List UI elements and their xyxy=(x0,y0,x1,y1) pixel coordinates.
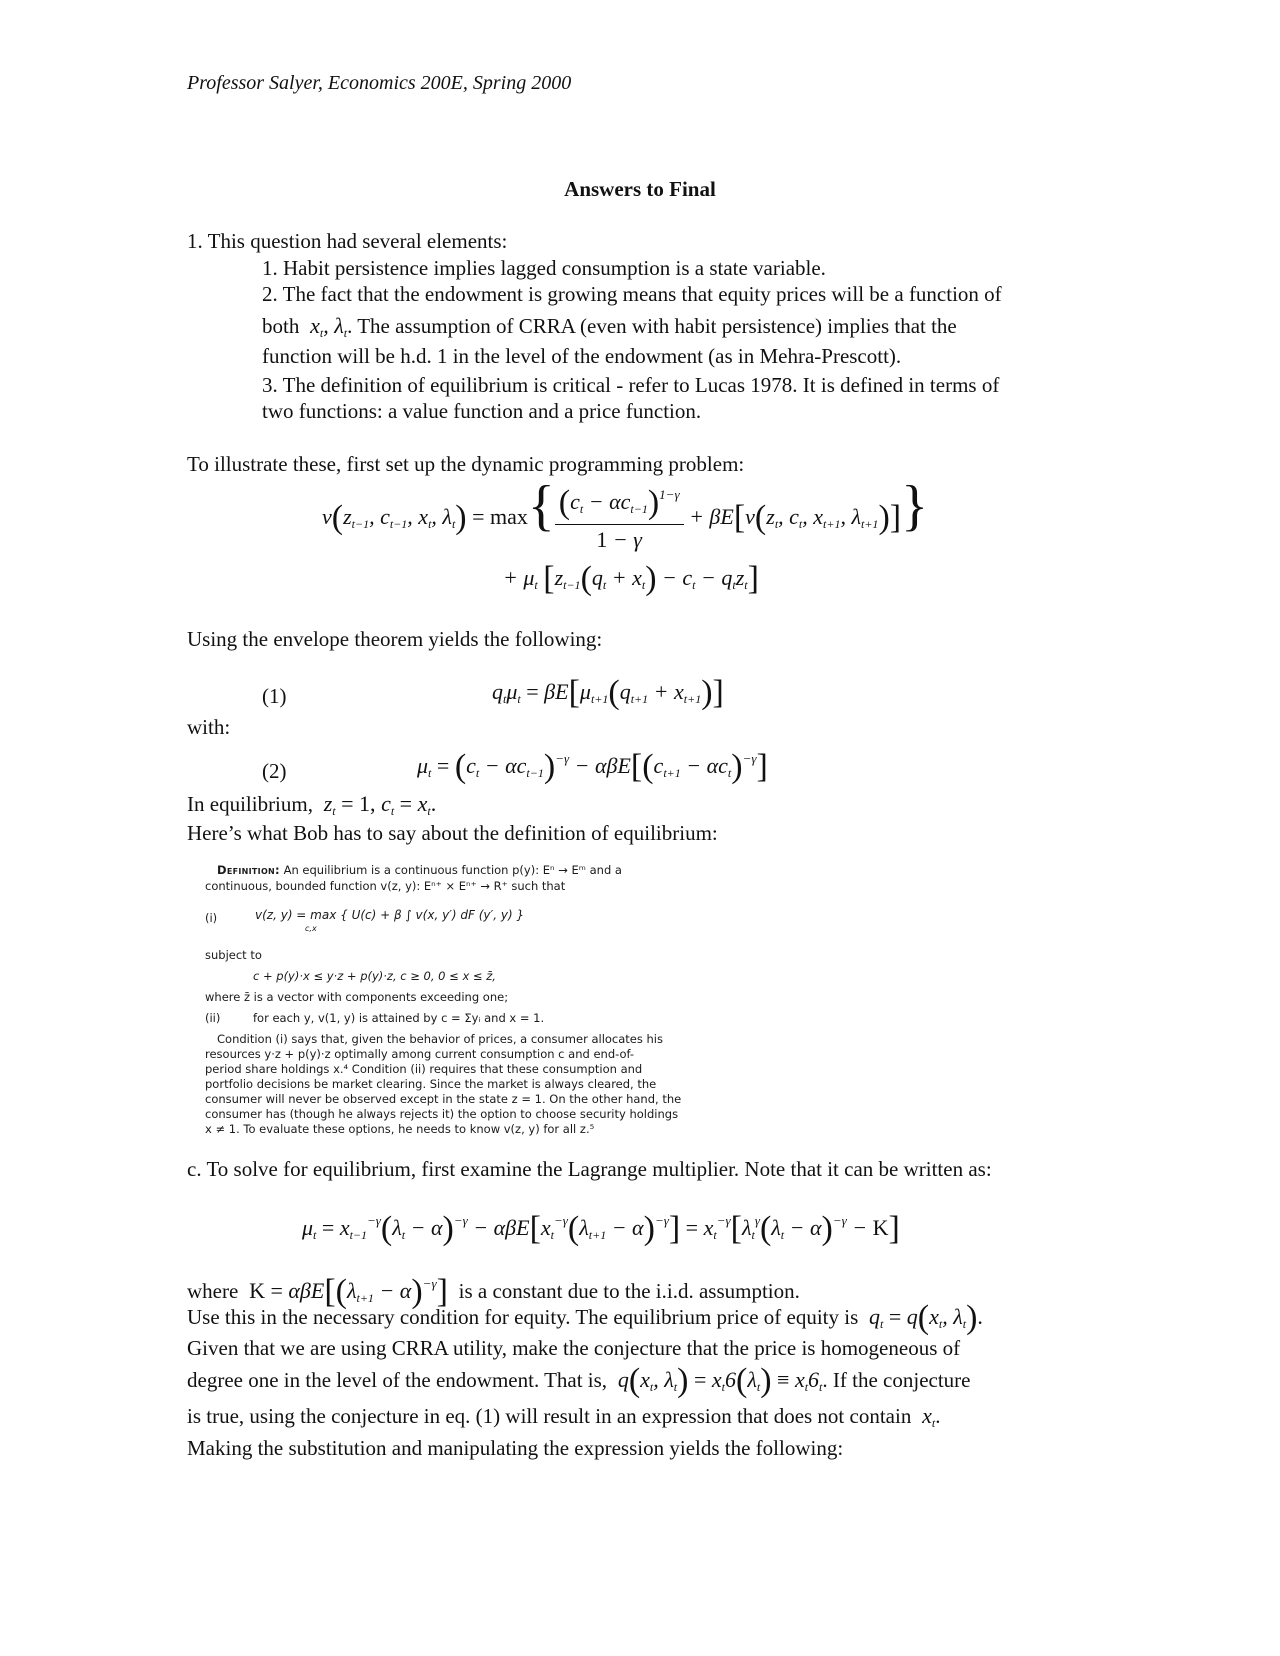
excerpt-subject-to: subject to xyxy=(205,948,262,962)
excerpt-para-line-5: consumer will never be observed except in the state z = 1. On the other hand, the xyxy=(205,1092,682,1106)
equation-2: $\mu_t = (c_t - \alpha c_{t-1})^{-\gamma} - \alpha\beta E[(c_{t+1} - \alpha c_t)^{-\gamma}]$ xyxy=(417,748,768,785)
eq1-label: (1) xyxy=(262,684,287,708)
is-true-pre: is true, using the conjecture in eq. (1) will result in an expression that does not contain xyxy=(187,1404,912,1428)
with-label: with: xyxy=(187,715,231,739)
excerpt-constraint: c + p(y)·x ≤ y·z + p(y)·z, c ≥ 0, 0 ≤ x ≤ z̄, xyxy=(253,969,496,983)
endowment-var: $x_t$ xyxy=(916,1403,936,1430)
degree-one-post: . If the conjecture xyxy=(822,1368,971,1392)
excerpt-para-line-6: consumer has (though he always rejects it) the option to choose security holdings xyxy=(205,1107,679,1121)
K-definition: $K = \alpha\beta E[(\lambda_{t+1} - \alpha)^{-\gamma}]$ xyxy=(249,1273,448,1310)
given-crra-text: Given that we are using CRRA utility, make the conjecture that the price is homogeneous of xyxy=(187,1336,961,1360)
in-equilibrium-text: In equilibrium, xyxy=(187,792,313,816)
excerpt-cond1-expr: v(z, y) = max { U(c) + β ∫ v(x, y′) dF (y′, y) } xyxy=(255,908,525,922)
degree-one-line xyxy=(187,1362,971,1401)
excerpt-para-line-1: Condition (i) says that, given the behavior of prices, a consumer allocates his xyxy=(217,1032,663,1046)
excerpt-definition-line-2: continuous, bounded function v(z, y): Eⁿ⁺ × Eⁿ⁺ → R⁺ such that xyxy=(205,879,566,893)
running-header: Professor Salyer, Economics 200E, Spring 2000 xyxy=(187,72,572,94)
page-title: Answers to Final xyxy=(564,177,716,201)
making-substitution-text: Making the substitution and manipulating the expression yields the following: xyxy=(187,1436,844,1460)
excerpt-para-line-3: period share holdings x.⁴ Condition (ii) requires that these consumption and xyxy=(205,1062,643,1076)
excerpt-definition-label: Definition: xyxy=(217,863,280,877)
excerpt-where-line: where z̄ is a vector with components exceeding one; xyxy=(205,990,509,1004)
excerpt-para-line-2: resources y·z + p(y)·z optimally among current consumption c and end-of- xyxy=(205,1047,635,1061)
where-K-post: is a constant due to the i.i.d. assumption. xyxy=(458,1279,800,1303)
equation-1: $q_t\mu_t = \beta E[\mu_{t+1}(q_{t+1} + x_{t+1})]$ xyxy=(492,674,724,711)
excerpt-para-line-7: x ≠ 1. To evaluate these options, he needs to know v(z, y) for all z.⁵ xyxy=(205,1122,595,1136)
is-true-line xyxy=(187,1402,940,1437)
eq2-label: (2) xyxy=(262,759,287,783)
excerpt-cond2-text: for each y, v(1, y) is attained by c = Σyᵢ and x = 1. xyxy=(253,1011,545,1025)
excerpt-definition-text-1: An equilibrium is a continuous function p(y): Eⁿ → Eᵐ and a xyxy=(283,863,622,877)
part-c-text: c. To solve for equilibrium, first examine the Lagrange multiplier. Note that it can be written as: xyxy=(187,1157,992,1181)
q1-item-1: 1. Habit persistence implies lagged consumption is a state variable. xyxy=(262,256,826,280)
use-this-text: Use this in the necessary condition for equity. The equilibrium price of equity is xyxy=(187,1305,859,1329)
equity-price-function: $q_t = q(x_t$, $\lambda_t$). xyxy=(863,1299,983,1336)
where-K-pre: where xyxy=(187,1279,239,1303)
excerpt-cond1-under: c,x xyxy=(305,924,317,933)
bob-says-text: Here’s what Bob has to say about the definition of equilibrium: xyxy=(187,821,718,845)
q1-item-2-line-1: 2. The fact that the endowment is growing means that equity prices will be a function of xyxy=(262,282,1002,306)
bellman-equation: $v(z_{t-1}$, $c_{t-1}$, $x_t$, $\lambda_t) = \max${ $\frac{(c_t - \alpha c_{t-1})^{1-\gamma}}{1 - \gamma}$ + $\beta E[v(z_t$, $c_t$, $x_{t+1}$, $\lambda_{t+1}$)]} xyxy=(322,475,928,553)
equilibrium-condition: $z_t = 1$, $c_t = x_t$. xyxy=(318,791,437,818)
q1-intro: 1. This question had several elements: xyxy=(187,229,508,253)
illustrate-text: To illustrate these, first set up the dynamic programming problem: xyxy=(187,452,745,476)
lagrange-multiplier-equation: $\mu_t = x_{t-1}^{-\gamma}(\lambda_t - \alpha)^{-\gamma} - \alpha\beta E[x_t^{-\gamma}(\lambda_{t+1} - \alpha)^{-\gamma}] = x_t^{-\gamma}[\lambda_t^\gamma(\lambda_t - \alpha)^{-\gamma} - K]$ xyxy=(302,1210,900,1247)
envelope-text: Using the envelope theorem yields the following: xyxy=(187,627,603,651)
q1-item-3-line-2: two functions: a value function and a price function. xyxy=(262,399,702,423)
q1-item-2-rest: . The assumption of CRRA (even with habit persistence) implies that the xyxy=(347,314,957,338)
use-this-line xyxy=(187,1299,983,1338)
q1-item-2-both: both xyxy=(262,314,300,338)
q1-item-2-line-2 xyxy=(262,312,957,347)
quoted-definition-excerpt xyxy=(205,858,682,1138)
price-conjecture: $q(x_t$, $\lambda_t) = x_t6(\lambda_t) \equiv x_t6_t$ xyxy=(612,1362,823,1399)
q1-item-3-line-1: 3. The definition of equilibrium is critical - refer to Lucas 1978. It is defined in terms of xyxy=(262,373,1000,397)
excerpt-cond2-label: (ii) xyxy=(205,1011,221,1025)
bellman-constraint: + $\mu_t$ $[z_{t-1}(q_t + x_t) - c_t - q_tz_t]$ xyxy=(503,560,759,597)
degree-one-pre: degree one in the level of the endowment. That is, xyxy=(187,1368,608,1392)
state-vars-math: $x_t$, $\lambda_t$ xyxy=(304,313,348,340)
excerpt-definition-line-1 xyxy=(217,863,622,877)
is-true-post: . xyxy=(935,1404,941,1428)
q1-item-2-line-3: function will be h.d. 1 in the level of the endowment (as in Mehra-Prescott). xyxy=(262,344,902,368)
excerpt-cond1-label: (i) xyxy=(205,911,218,925)
excerpt-para-line-4: portfolio decisions be market clearing. Since the market is always cleared, the xyxy=(205,1077,657,1091)
